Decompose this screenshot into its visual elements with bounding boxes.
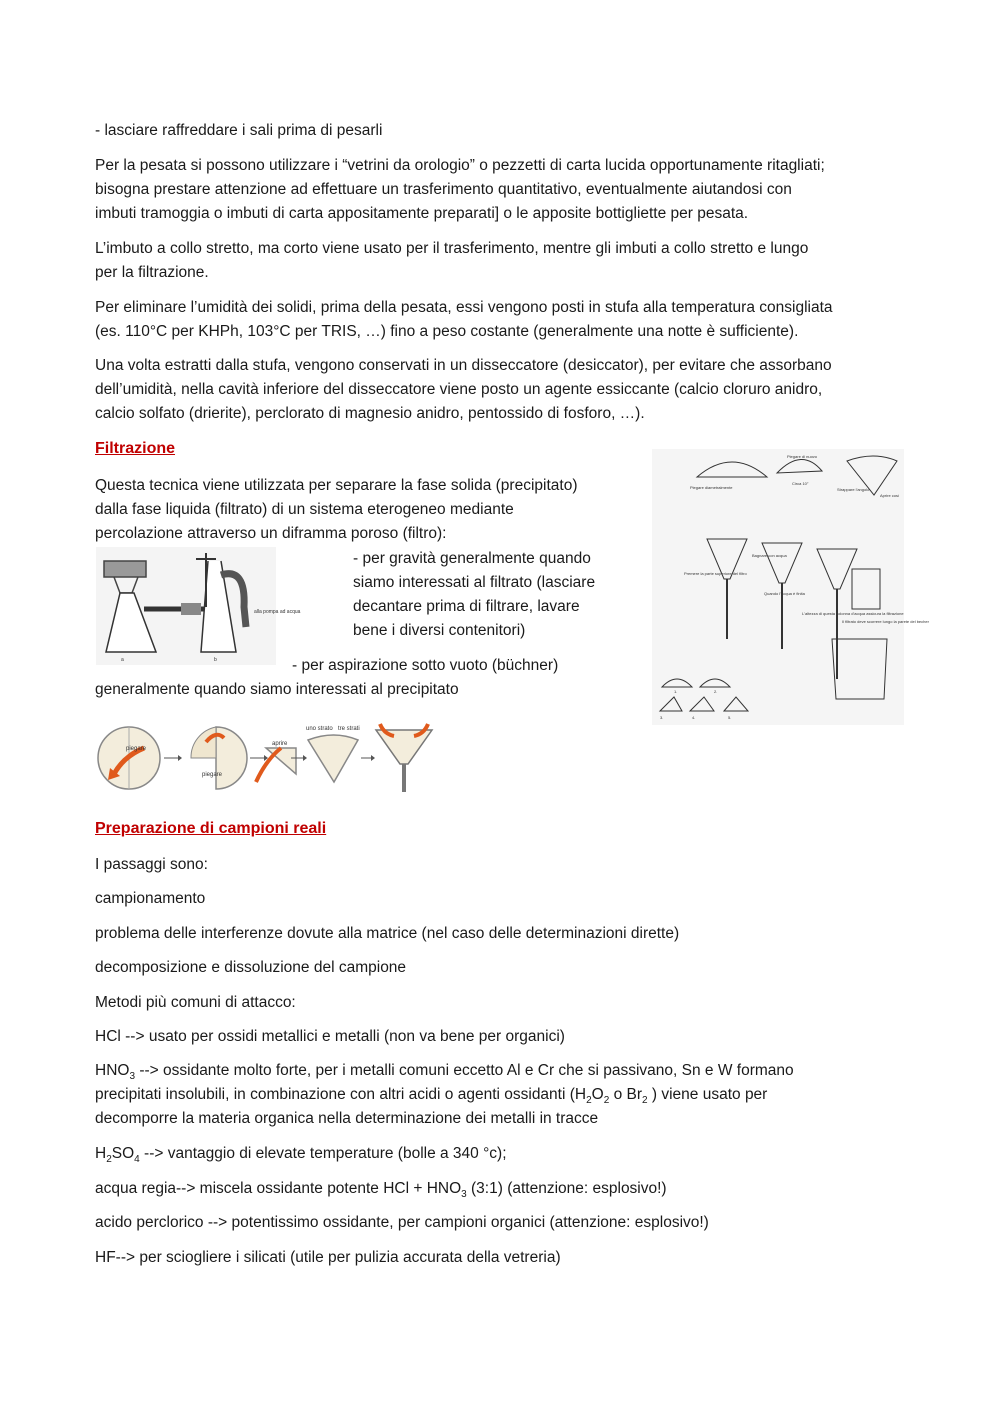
filtrazione-intro-line: dalla fase liquida (filtrato) di un sistema eterogeneo mediante [95,501,514,518]
figure-label: Premere la parte superiore del filtro [684,571,747,576]
paragraph-pesata-line: imbuti tramoggia o imbuti di carta appositamente preparati] o le apposite bottigliette per pesata. [95,205,749,222]
gravity-filtration-line: decantare prima di filtrare, lavare [353,598,580,615]
filter-folding-figure [96,718,436,794]
paragraph-disseccatore-line: calcio solfato (drierite), perclorato di magnesio anidro, pentossido di fosforo, …). [95,405,645,422]
figure-label: 5. [728,715,732,720]
figure-label: 2. [714,689,718,694]
figure-label: Circa 10° [792,481,809,486]
hno3-line: decomporre la materia organica nella determinazione dei metalli in tracce [95,1110,599,1127]
figure-label: alla pompa ad acqua [254,609,301,615]
vacuum-filtration-line: - per aspirazione sotto vuoto (büchner) [292,657,559,674]
figure-label: 4. [692,715,696,720]
vacuum-filtration-apparatus-figure [96,547,301,665]
figure-label: tre strati [338,726,360,732]
gravity-filtration-line: bene i diversi contenitori) [353,622,526,639]
hno3-line: precipitati insolubili, in combinazione con altri acidi o agenti ossidanti ($H_2O_2$ o $Br_2$ ) viene usato per [95,1086,768,1107]
paragraph-pesata-line: Per la pesata si possono utilizzare i “vetrini da orologio” o pezzetti di carta lucida opportunamente ritagliati; [95,157,825,174]
filter-procedure-illustration [652,449,929,725]
figure-label: Strappare l'angolo [837,487,870,492]
vacuum-filtration-line: generalmente quando siamo interessati al precipitato [95,681,459,698]
paragraph-imbuto-line: per la filtrazione. [95,264,209,281]
gravity-filtration-line: - per gravità generalmente quando [353,550,591,567]
figure-label: 1. [674,689,678,694]
gravity-filtration-line: siamo interessati al filtrato (lasciare [353,574,596,591]
section-title-filtrazione: Filtrazione [95,440,176,457]
figure-label: 3. [660,715,664,720]
paragraph-imbuto-line: L’imbuto a collo stretto, ma corto viene usato per il trasferimento, mentre gli imbuti a collo stretto e lungo [95,240,809,257]
hno3-line: $HNO_3$ --> ossidante molto forte, per i metalli comuni eccetto Al e Cr che si passivano, Sn e W formano [95,1062,794,1083]
figure-label: piegare [126,746,147,752]
paragraph-umidita-line: (es. 110°C per KHPh, 103°C per TRIS, …) fino a peso costante (generalmente una notte è sufficiente). [95,323,799,340]
campioni-line: Metodi più comuni di attacco: [95,994,296,1011]
hf-line: HF--> per sciogliere i silicati (utile per pulizia accurata della vetreria) [95,1249,561,1266]
figure-label: Il filtrato deve scorrere lungo la parete del becher [842,619,929,624]
paragraph-pesata-line: bisogna prestare attenzione ad effettuare un trasferimento quantitativo, eventualmente aiutandosi con [95,181,792,198]
figure-label: aprire [272,741,288,747]
figure-label: a [121,657,124,663]
figure-label: Quando l'acqua è finita [764,591,805,596]
figure-label: piegare [202,772,223,778]
perclorico-line: acido perclorico --> potentissimo ossidante, per campioni organici (attenzione: esplosivo!) [95,1214,709,1231]
campioni-line: I passaggi sono: [95,856,208,873]
figure-label: Piegare di nuovo [787,454,818,459]
paragraph-disseccatore-line: dell’umidità, nella cavità inferiore del disseccatore viene posto un agente essiccante (calcio cloruro anidro, [95,381,823,398]
campioni-line: campionamento [95,890,206,907]
filtrazione-intro-line: Questa tecnica viene utilizzata per separare la fase solida (precipitato) [95,477,578,494]
h2so4-line: $H_2SO_4$ --> vantaggio di elevate temperature (bolle a 340 °c); [95,1145,507,1166]
filtrazione-intro-line: percolazione attraverso un diframma poroso (filtro): [95,525,447,542]
section-title-campioni: Preparazione di campioni reali [95,820,327,837]
campioni-line: decomposizione e dissoluzione del campione [95,959,407,976]
paragraph-disseccatore-line: Una volta estratti dalla stufa, vengono conservati in un disseccatore (desiccator), per evitare che assorbano [95,357,832,374]
bullet-cool-salts: - lasciare raffreddare i sali prima di pesarli [95,122,383,139]
figure-label: Piegare diametralmente [690,485,733,490]
figure-label: b [214,657,217,663]
campioni-line: problema delle interferenze dovute alla matrice (nel caso delle determinazioni dirette) [95,925,680,942]
acqua-regia-line: acqua regia--> miscela ossidante potente HCl + $HNO_3$ (3:1) (attenzione: esplosivo!) [95,1180,667,1201]
campioni-line: HCl --> usato per ossidi metallici e metalli (non va bene per organici) [95,1028,565,1045]
figure-label: Aprire così [880,493,900,498]
figure-label: uno strato [306,726,333,732]
paragraph-umidita-line: Per eliminare l’umidità dei solidi, prima della pesata, essi vengono posti in stufa alla temperatura consigliata [95,299,833,316]
figure-label: L'altezza di questa colonna d'acqua assicura la filtrazione [802,611,904,616]
figure-label: Bagnare con acqua [752,553,787,558]
